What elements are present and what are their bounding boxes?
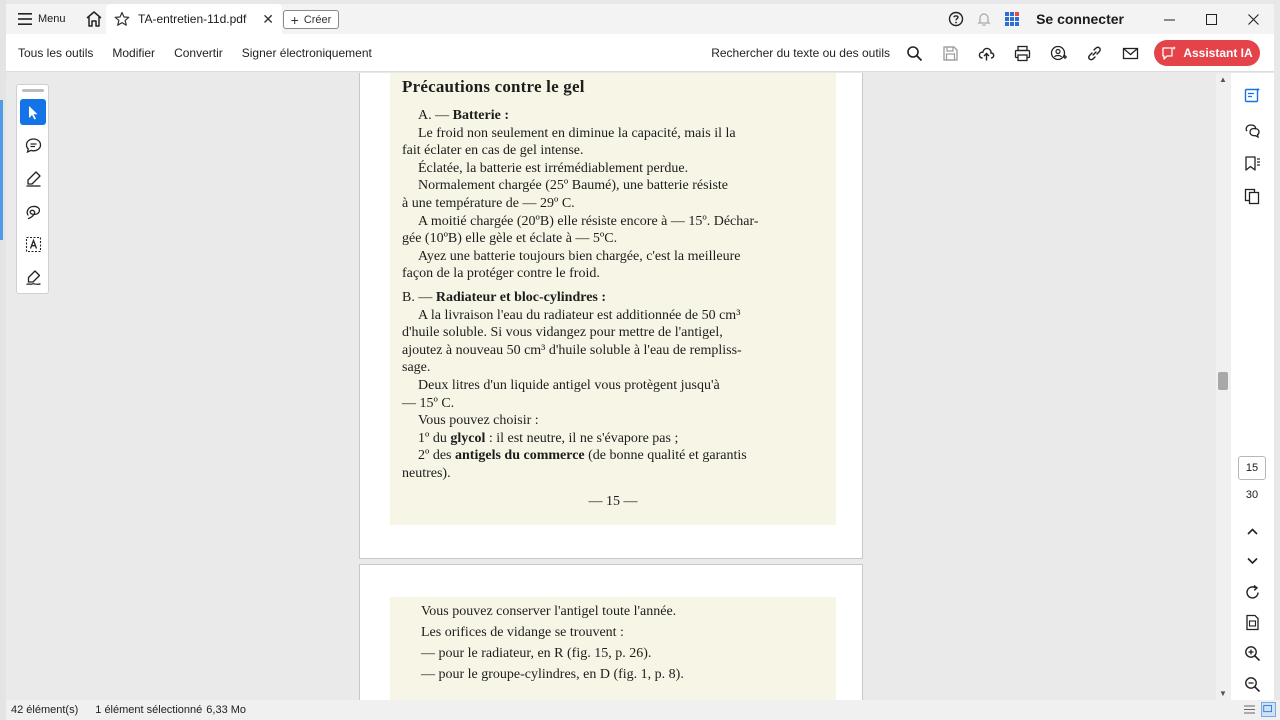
close-window-button[interactable] — [1232, 4, 1274, 34]
right-sidebar — [1231, 73, 1274, 700]
text-line: neutres). — [402, 465, 451, 481]
close-icon — [1248, 14, 1259, 25]
text-line: — pour le radiateur, en R (fig. 15, p. 26). — [421, 646, 652, 661]
text-line: sage. — [402, 360, 431, 376]
menu-all-tools[interactable]: Tous les outils — [18, 45, 94, 60]
comment-tool[interactable] — [20, 132, 46, 158]
panel-grip[interactable] — [22, 89, 44, 92]
scroll-up-arrow-icon[interactable]: ▲ — [1219, 75, 1227, 84]
text-line: d'huile soluble. Si vous vidangez pour mettre de l'antigel, — [402, 325, 723, 341]
list-bold: antigels du commerce — [455, 448, 585, 464]
create-label: Créer — [303, 13, 332, 26]
mail-icon[interactable] — [1112, 34, 1148, 72]
pages-copy-icon[interactable] — [1239, 183, 1265, 209]
chevron-down-icon[interactable] — [1239, 547, 1265, 573]
section-b-heading — [402, 289, 824, 307]
vertical-scrollbar[interactable] — [1216, 73, 1231, 700]
text-line: A la livraison l'eau du radiateur est additionnée de 50 cm³ — [418, 307, 741, 323]
window-edge-accent — [0, 100, 3, 240]
highlight-icon — [25, 170, 42, 187]
menu-edit[interactable]: Modifier — [112, 45, 156, 60]
comment-icon — [25, 137, 42, 154]
text-line: Vous pouvez choisir : — [418, 413, 539, 429]
maximize-button[interactable] — [1190, 4, 1232, 34]
ai-assistant-label: Assistant IA — [1183, 46, 1253, 60]
bookmarks-icon[interactable] — [1239, 150, 1265, 176]
search-icon[interactable] — [896, 34, 932, 72]
page-fit-icon[interactable] — [1239, 609, 1265, 635]
text-line: Le froid non seulement en diminue la capacité, mais il la — [418, 125, 736, 141]
document-viewport[interactable] — [6, 73, 1216, 700]
comments-icon[interactable] — [1239, 117, 1265, 143]
text-line: Vous pouvez conserver l'antigel toute l'année. — [421, 604, 677, 619]
text-select-tool[interactable] — [20, 231, 46, 257]
view-mode-icons — [1242, 702, 1276, 717]
save-icon[interactable] — [932, 34, 968, 72]
section-b-prefix: B. — — [402, 289, 433, 305]
tab-document[interactable] — [106, 4, 282, 34]
list-rest: (de bonne qualité et garantis — [588, 448, 747, 464]
scanned-page-content — [390, 73, 836, 525]
sign-tool[interactable] — [20, 264, 46, 290]
bell-icon[interactable] — [970, 4, 998, 34]
text-line: Ayez une batterie toujours bien chargée, c'est la meilleure — [418, 248, 741, 264]
chevron-up-icon[interactable] — [1239, 518, 1265, 544]
list-bold: glycol — [450, 430, 486, 446]
create-button[interactable] — [283, 10, 339, 29]
link-icon[interactable] — [1076, 34, 1112, 72]
scroll-thumb[interactable] — [1218, 372, 1228, 390]
status-bar — [6, 700, 1280, 720]
text-line: façon de la protéger contre le froid. — [402, 266, 600, 282]
draw-icon — [25, 203, 42, 220]
rotate-icon[interactable] — [1239, 579, 1265, 605]
select-icon — [25, 104, 42, 121]
maximize-icon — [1206, 14, 1217, 25]
list-prefix: 1º du — [418, 430, 447, 446]
zoom-in-icon[interactable] — [1239, 640, 1265, 666]
apps-grid-icon[interactable] — [998, 4, 1026, 34]
text-line: ajoutez à nouveau 50 cm³ d'huile soluble à l'eau de rempliss- — [402, 342, 742, 358]
menu-convert[interactable]: Convertir — [174, 45, 223, 60]
star-icon[interactable] — [114, 11, 130, 27]
menu-label: Menu — [38, 13, 66, 25]
tab-title: TA-entretien-11d.pdf — [138, 12, 247, 26]
share-user-icon[interactable] — [1040, 34, 1076, 72]
minimize-button[interactable] — [1148, 4, 1190, 34]
hamburger-icon — [18, 13, 32, 25]
upload-cloud-icon[interactable] — [968, 34, 1004, 72]
list-prefix: 2º des — [418, 448, 452, 464]
menu-sign[interactable]: Signer électroniquement — [241, 45, 372, 60]
text-line: gée (10ºB) elle gèle et éclate à — 5ºC. — [402, 231, 618, 247]
section-a-heading — [402, 107, 824, 125]
print-icon[interactable] — [1004, 34, 1040, 72]
menu-button[interactable] — [6, 4, 76, 34]
home-icon — [85, 10, 103, 28]
close-tab-icon[interactable]: ✕ — [262, 10, 274, 27]
text-line: Les orifices de vidange se trouvent : — [421, 625, 624, 640]
toolbar-actions — [711, 34, 1274, 72]
ai-assistant-button[interactable] — [1154, 40, 1260, 66]
draw-tool[interactable] — [20, 198, 46, 224]
text-line — [402, 447, 824, 465]
search-tools-label[interactable]: Rechercher du texte ou des outils — [711, 46, 890, 60]
page-heading: Précautions contre le gel — [402, 77, 585, 96]
ai-summary-icon[interactable] — [1239, 82, 1265, 108]
pdf-page-16 — [359, 564, 863, 700]
text-line — [402, 430, 824, 448]
item-count: 42 élément(s) — [11, 704, 79, 716]
text-line: Normalement chargée (25º Baumé), une batterie résiste — [418, 178, 729, 194]
ai-assistant-icon — [1161, 45, 1177, 61]
zoom-out-icon[interactable] — [1239, 671, 1265, 697]
tiles-view-icon[interactable] — [1261, 702, 1276, 717]
text-select-icon — [25, 236, 42, 253]
tabbar-right — [942, 4, 1274, 34]
help-icon[interactable] — [942, 4, 970, 34]
text-line: A moitié chargée (20ºB) elle résiste encore à — 15º. Déchar- — [418, 213, 759, 229]
list-rest: : il est neutre, il ne s'évapore pas ; — [488, 430, 679, 446]
text-line: — 15º C. — [402, 395, 455, 411]
minimize-icon — [1164, 14, 1175, 25]
select-tool[interactable] — [20, 99, 46, 125]
text-line: Deux litres d'un liquide antigel vous protègent jusqu'à — [418, 377, 720, 393]
printed-page-number: — 15 — — [588, 494, 638, 510]
text-line: Éclatée, la batterie est irrémédiablement perdue. — [418, 160, 689, 176]
sign-icon — [25, 269, 42, 286]
quick-tools-panel — [16, 84, 49, 294]
scanned-page-content — [390, 597, 836, 700]
selection-size: 6,33 Mo — [206, 704, 247, 716]
text-line: — pour le groupe-cylindres, en D (fig. 1, p. 8). — [421, 667, 684, 682]
details-view-icon[interactable] — [1242, 702, 1257, 717]
tab-bar — [6, 4, 1274, 34]
text-line: fait éclater en cas de gel intense. — [402, 143, 584, 159]
highlight-tool[interactable] — [20, 165, 46, 191]
main-toolbar — [6, 34, 1274, 72]
section-b-title: Radiateur et bloc-cylindres : — [435, 289, 607, 305]
text-line: à une température de — 29º C. — [402, 195, 575, 211]
signin-button[interactable]: Se connecter — [1036, 11, 1124, 27]
page-number-input[interactable]: 15 — [1238, 456, 1266, 480]
page-total: 30 — [1245, 489, 1259, 501]
section-a-title: Batterie : — [452, 108, 509, 123]
pdf-page-15 — [359, 73, 863, 559]
section-a-prefix: A. — — [418, 108, 450, 123]
plus-icon: + — [290, 11, 299, 28]
selection-status: 1 élément sélectionné — [95, 704, 203, 716]
scroll-down-arrow-icon[interactable]: ▼ — [1219, 689, 1227, 698]
